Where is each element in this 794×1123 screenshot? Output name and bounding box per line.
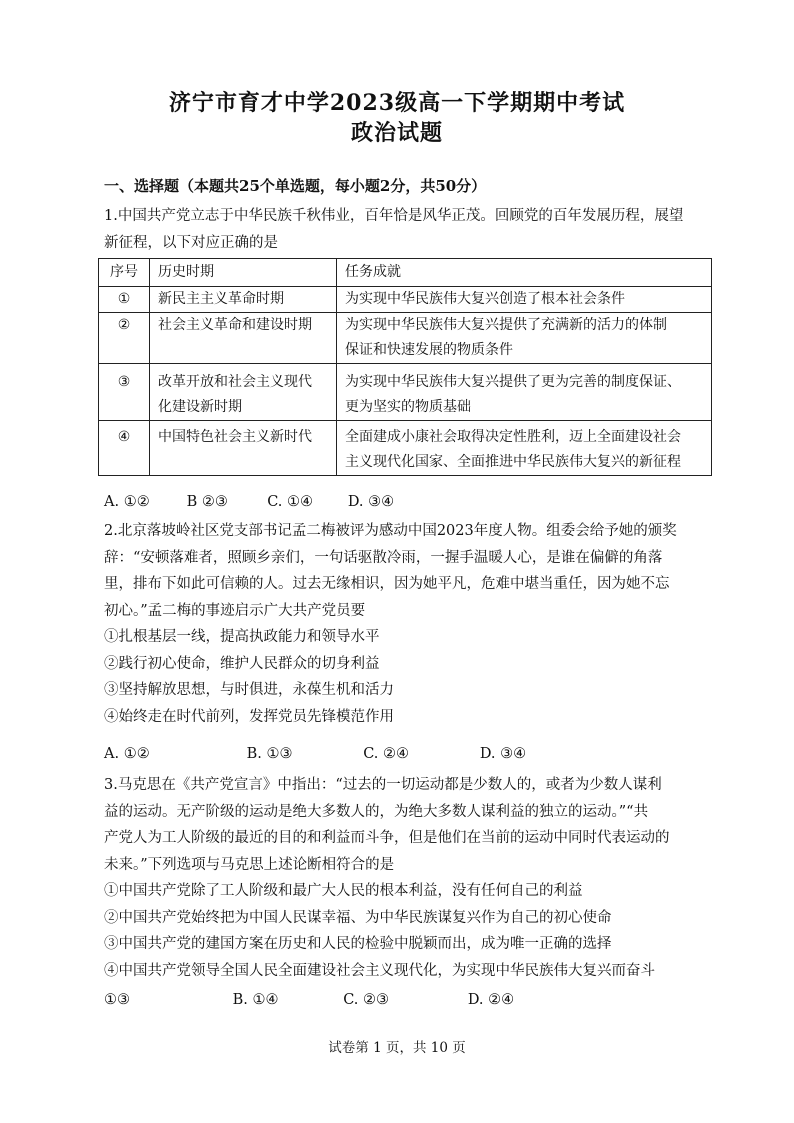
option-b[interactable]: B. ①③ [246, 746, 293, 762]
section-heading: 一、选择题（本题共25个单选题，每小题2分，共50分） [104, 177, 487, 195]
row-achievement [337, 313, 712, 364]
achievement-text: 为实现中华民族伟大复兴提供了更为完善的制度保证、 [345, 374, 681, 390]
period-text: 新民主主义革命时期 [158, 291, 284, 307]
option-b[interactable]: B ②③ [186, 494, 228, 510]
stem-line: 益的运动。无产阶级的运动是绝大多数人的，为绝大多数人谋利益的独立的运动。”“共 [104, 803, 649, 820]
statement-item: ④始终走在时代前列，发挥党员先锋模范作用 [104, 708, 394, 725]
column-header-no: 序号 [99, 259, 150, 287]
period-text: 化建设新时期 [158, 399, 242, 415]
option-b[interactable]: B. ①④ [232, 992, 279, 1008]
table-row [99, 287, 712, 313]
option-c[interactable]: C. ①④ [267, 494, 314, 510]
statement-item: ②践行初心使命，维护人民群众的切身利益 [104, 655, 380, 672]
statement-item: ③坚持解放思想，与时俱进，永葆生机和活力 [104, 682, 394, 698]
option-d[interactable]: D. ②④ [467, 992, 515, 1008]
option-c[interactable]: C. ②④ [363, 746, 410, 762]
stem-line: 未来。”下列选项与马克思上述论断相符合的是 [104, 856, 395, 873]
page-footer: 试卷第 1 页，共 10 页 [328, 1040, 466, 1056]
question-2-stem [104, 518, 716, 730]
statement-item: ④中国共产党领导全国人民全面建设社会主义现代化，为实现中华民族伟大复兴而奋斗 [104, 962, 655, 979]
row-period [150, 313, 337, 364]
row-period [150, 421, 337, 476]
row-achievement [337, 287, 712, 313]
stem-line: 2.北京落坡岭社区党支部书记孟二梅被评为感动中国2023年度人物。组委会给予她的颁奖 [104, 523, 677, 539]
option-a[interactable]: A. ①② [104, 746, 150, 762]
question-3-options [104, 992, 514, 1008]
option-d[interactable]: D. ③④ [479, 746, 527, 762]
option-c[interactable]: C. ②③ [343, 992, 390, 1008]
question-3-stem [104, 772, 716, 984]
stem-line: 里，排布下如此可信赖的人。过去无缘相识，因为她平凡，危难中堪当重任，因为她不忘 [104, 576, 670, 592]
option-d[interactable]: D. ③④ [347, 494, 395, 510]
achievement-text: 全面建成小康社会取得决定性胜利，迈上全面建设社会 [345, 429, 681, 445]
achievement-text: 更为坚实的物质基础 [345, 399, 471, 415]
option-a[interactable]: A. ①② [104, 494, 150, 510]
table-row [99, 364, 712, 421]
row-period [150, 364, 337, 421]
statement-item: ①扎根基层一线，提高执政能力和领导水平 [104, 629, 380, 645]
table-row [99, 313, 712, 364]
question-1-options [104, 494, 394, 510]
option-a[interactable]: ①③ [104, 992, 130, 1008]
stem-line: 3.马克思在《共产党宣言》中指出：“过去的一切运动都是少数人的，或者为少数人谋利 [104, 777, 662, 793]
exam-title: 济宁市育才中学2023级高一下学期期中考试 [168, 90, 626, 116]
statement-item: ①中国共产党除了工人阶级和最广大人民的根本利益，没有任何自己的利益 [104, 883, 583, 899]
exam-subject-title: 政治试题 [350, 120, 443, 146]
question-1-stem [104, 203, 716, 256]
row-number: ① [99, 287, 150, 313]
row-period [150, 287, 337, 313]
achievement-text: 为实现中华民族伟大复兴提供了充满新的活力的体制 [345, 317, 667, 333]
achievement-text: 保证和快速发展的物质条件 [345, 342, 513, 358]
row-achievement [337, 364, 712, 421]
statement-item: ②中国共产党始终把为中国人民谋幸福、为中华民族谋复兴作为自己的初心使命 [104, 909, 612, 926]
period-text: 中国特色社会主义新时代 [158, 429, 312, 445]
row-number: ② [99, 313, 150, 364]
achievement-text: 主义现代化国家、全面推进中华民族伟大复兴的新征程 [345, 454, 681, 470]
stem-line: 初心。”孟二梅的事迹启示广大共产党员要 [104, 602, 366, 619]
table-header-row [99, 259, 712, 287]
period-text: 社会主义革命和建设时期 [158, 317, 312, 333]
statement-item: ③中国共产党的建国方案在历史和人民的检验中脱颖而出，成为唯一正确的选择 [104, 936, 612, 952]
row-number: ④ [99, 421, 150, 476]
stem-line: 辞：“安顿落难者，照顾乡亲们，一句话驱散冷雨，一握手温暖人心，是谁在偏僻的角落 [104, 549, 663, 566]
stem-line: 1.中国共产党立志于中华民族千秋伟业，百年恰是风华正茂。回顾党的百年发展历程，展望 [104, 208, 684, 224]
row-achievement [337, 421, 712, 476]
period-text: 改革开放和社会主义现代 [158, 374, 312, 390]
question-1-table [98, 258, 712, 476]
question-2-options [104, 746, 526, 762]
column-header-period: 历史时期 [150, 259, 337, 287]
column-header-achievement: 任务成就 [337, 259, 712, 287]
table-row [99, 421, 712, 476]
stem-line: 新征程，以下对应正确的是 [104, 234, 278, 251]
row-number: ③ [99, 364, 150, 421]
achievement-text: 为实现中华民族伟大复兴创造了根本社会条件 [345, 291, 625, 307]
stem-line: 产党人为工人阶级的最近的目的和利益而斗争，但是他们在当前的运动中同时代表运动的 [104, 830, 670, 846]
